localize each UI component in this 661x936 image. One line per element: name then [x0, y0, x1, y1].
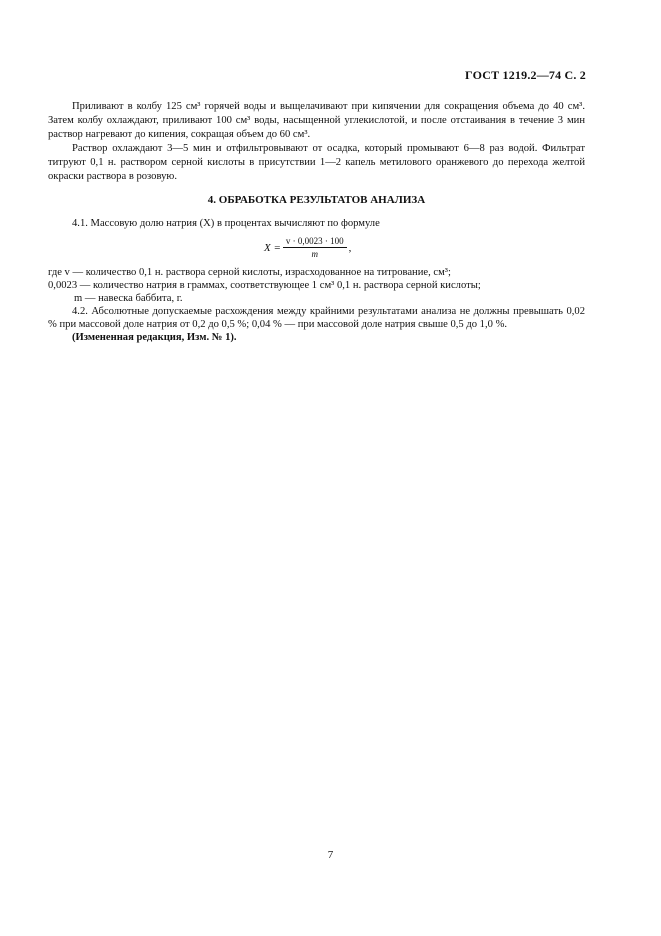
- page-header: ГОСТ 1219.2—74 С. 2: [465, 68, 586, 82]
- legend-line-3: m — навеска баббита, г.: [74, 293, 183, 304]
- body-text-block: [48, 100, 585, 184]
- item-4-2-text: 4.2. Абсолютные допускаемые расхождения между крайними результатами анализа не должны превышать 0,02 % при массовой доле натрия от 0,2 до 0,5 %; 0,04 % — при массовой доле натрия свыше 0,5 до 1,0 %.: [48, 306, 585, 330]
- legend-line-1: где v — количество 0,1 н. раствора серной кислоты, израсходованное на титрование, см³;: [48, 267, 451, 278]
- amendment-note: (Измененная редакция, Изм. № 1).: [72, 332, 237, 343]
- paragraph-1: Приливают в колбу 125 см³ горячей воды и выщелачивают при кипячении для сокращения объема до 40 см³. Затем колбу охлаждают, приливают 100 см³ воды, насыщенной углекислотой, и после отстаивания в течение 3 мин раствор нагревают до кипения, сокращая объем до 60 см³.: [48, 101, 585, 140]
- page-number: 7: [327, 849, 334, 861]
- formula-numerator: v · 0,0023 · 100: [283, 236, 347, 248]
- section-title: 4. ОБРАБОТКА РЕЗУЛЬТАТОВ АНАЛИЗА: [207, 194, 426, 206]
- formula-denominator: m: [311, 249, 319, 259]
- formula-fraction: [283, 236, 347, 259]
- item-4-1: [48, 217, 585, 231]
- paragraph-2: Раствор охлаждают 3—5 мин и отфильтровывают от осадка, который промывают 6—8 раз водой. Фильтрат титруют 0,1 н. раствором серной кислоты в присутствии 1—2 капель метилового оранжевого до перехода желтой окраски раствора в розовую.: [48, 143, 585, 182]
- formula-tail: ,: [348, 241, 352, 254]
- legend-line-2: 0,0023 — количество натрия в граммах, соответствующее 1 см³ 0,1 н. раствора серной кислоты;: [48, 280, 481, 291]
- formula-legend: [48, 266, 585, 305]
- item-4-2: [48, 305, 585, 344]
- item-4-1-text: 4.1. Массовую долю натрия (X) в процентах вычисляют по формуле: [72, 218, 380, 229]
- formula-lhs: X =: [264, 241, 281, 254]
- formula: [264, 236, 351, 259]
